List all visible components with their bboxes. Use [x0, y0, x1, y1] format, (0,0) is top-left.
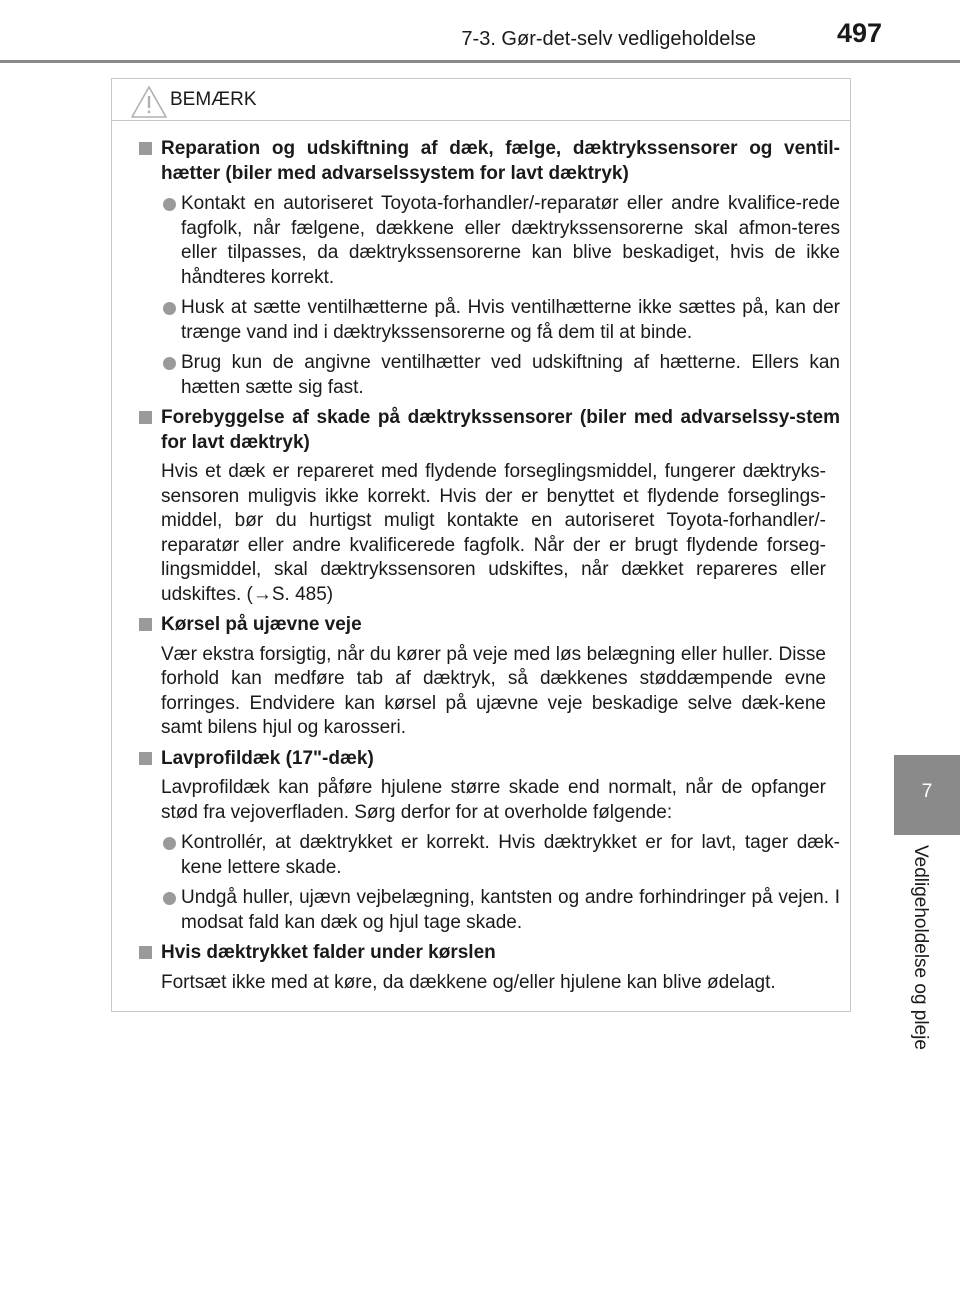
note-section [112, 747, 850, 936]
bullet-item: Kontakt en autoriseret Toyota-forhandler/-reparatør eller andre kvalifice-rede fagfolk, når fælgene, dækkene eller dæktrykssensorerne skal afmon-teres eller tilpasses, da dæktrykssensorerne kan blive beskadiget, hvis de ikke håndteres korrekt. [137, 192, 840, 290]
round-bullet-icon [163, 357, 176, 370]
note-section [112, 613, 850, 741]
section-heading: Reparation og udskiftning af dæk, fælge, dæktrykssensorer og ventil-hætter (biler med advarselssystem for lavt dæktryk) [137, 137, 840, 186]
note-title: BEMÆRK [170, 89, 257, 110]
section-heading: Lavprofildæk (17"-dæk) [137, 747, 840, 772]
note-section [112, 137, 850, 400]
note-section [112, 406, 850, 607]
square-bullet-icon [139, 411, 152, 424]
section-heading: Forebyggelse af skade på dæktrykssensorer (biler med advarselssy-stem for lavt dæktryk) [137, 406, 840, 455]
section-title: 7-3. Gør-det-selv vedligeholdelse [461, 28, 756, 50]
section-heading: Hvis dæktrykket falder under kørslen [137, 941, 840, 966]
bullet-item: Undgå huller, ujævn vejbelægning, kantsten og andre forhindringer på vejen. I modsat fald kan dæk og hjul tage skade. [137, 886, 840, 935]
round-bullet-icon [163, 198, 176, 211]
note-section [112, 941, 850, 995]
round-bullet-icon [163, 837, 176, 850]
section-paragraph: Lavprofildæk kan påføre hjulene større skade end normalt, når de opfanger stød fra vejoverfladen. Sørg derfor for at overholde følgende: [161, 777, 826, 823]
note-content [112, 137, 850, 1001]
note-header [112, 79, 850, 121]
section-paragraph: Vær ekstra forsigtig, når du kører på veje med løs belægning eller huller. Disse forhold kan medføre tab af dæktryk, så dækkenes støddæmpende evne forringes. Endvidere kan kørsel på ujævne veje beskadige selve dæk-kene samt bilens hjul og karosseri. [161, 643, 826, 738]
section-paragraph: Hvis et dæk er repareret med flydende forseglingsmiddel, fungerer dæktryks-sensoren muligvis ikke korrekt. Hvis der er benyttet et flydende forseglings-middel, bør du hurtigst muligt kontakte en autoriseret Toyota-forhandler/-reparatør eller andre kvalificerede fagfolk. Når der er brugt flydende forseg-lingsmiddel, skal dæktrykssensoren udskiftes, når dækket repareres eller udskiftes. (→S. 485) [161, 461, 826, 605]
page-number: 497 [836, 18, 882, 48]
round-bullet-icon [163, 302, 176, 315]
section-paragraph: Fortsæt ikke med at køre, da dækkene og/eller hjulene kan blive ødelagt. [161, 971, 776, 993]
chapter-number: 7 [921, 781, 933, 802]
square-bullet-icon [139, 618, 152, 631]
round-bullet-icon [163, 892, 176, 905]
chapter-label: Vedligeholdelse og pleje [910, 845, 931, 1050]
header-divider [0, 60, 960, 63]
chapter-label-container [905, 845, 945, 1065]
square-bullet-icon [139, 142, 152, 155]
bullet-item: Husk at sætte ventilhætterne på. Hvis ventilhætterne ikke sættes på, kan der trænge vand ind i dæktrykssensorerne og få dem til at binde. [137, 296, 840, 345]
square-bullet-icon [139, 946, 152, 959]
warning-triangle-icon [130, 85, 168, 119]
section-heading: Kørsel på ujævne veje [137, 613, 840, 638]
bullet-item: Kontrollér, at dæktrykket er korrekt. Hvis dæktrykket er for lavt, tager dæk-kene lettere skade. [137, 831, 840, 880]
note-box [111, 78, 851, 1012]
page-header [0, 0, 960, 64]
bullet-item: Brug kun de angivne ventilhætter ved udskiftning af hætterne. Ellers kan hætten sætte sig fast. [137, 351, 840, 400]
square-bullet-icon [139, 752, 152, 765]
chapter-tab [894, 755, 960, 835]
